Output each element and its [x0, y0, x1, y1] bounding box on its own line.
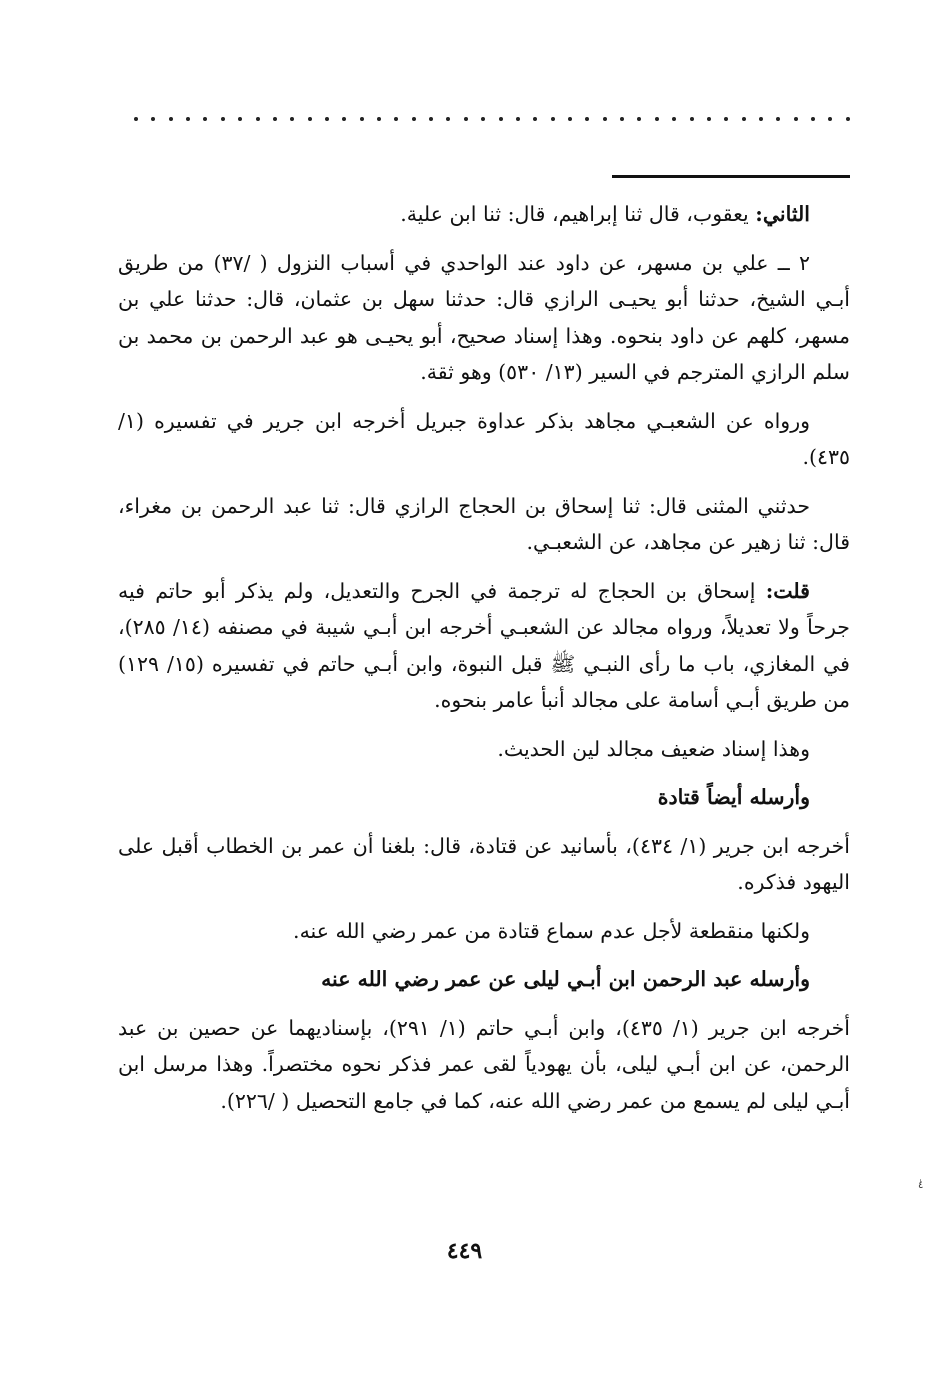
border-dot [724, 117, 728, 121]
border-dot [169, 117, 173, 121]
border-dot [429, 117, 433, 121]
border-dot [134, 117, 138, 121]
paragraph-6: وهذا إسناد ضعيف مجالد لين الحديث. [497, 736, 810, 761]
border-dot [568, 117, 572, 121]
paragraph-text: يعقوب، قال ثنا إبراهيم، قال: ثنا ابن علية. [400, 202, 756, 226]
border-dot [290, 117, 294, 121]
paragraph-9: أخرجه ابن جرير (١/ ٤٣٥)، وابن أبـي حاتم (١/ ٢٩١)، بإسناديهما عن حصين بن عبد الرحمن، عن ابن أبـي ليلى، بأن يهودياً لقى عمر فذكر نحوه مختصراً. وهذا مرسل ابن أبـي ليلى لم يسمع من عمر رضي الله عنه، كما في جامع التحصيل ( /٢٢٦). [118, 1015, 850, 1113]
border-dot [672, 117, 676, 121]
border-dot [186, 117, 190, 121]
border-dot [637, 117, 641, 121]
paragraph-3: ورواه عن الشعبـي مجاهد بذكر عداوة جبريل أخرجه ابن جرير في تفسيره (١/ ٤٣٥). [118, 408, 850, 469]
margin-mark: ٰ٤ [918, 1180, 924, 1191]
border-dot [203, 117, 207, 121]
border-dot [377, 117, 381, 121]
border-dot [811, 117, 815, 121]
border-dot [551, 117, 555, 121]
section-heading-ibn-abi-layla: وأرسله عبد الرحمن ابن أبـي ليلى عن عمر رضي الله عنه [321, 967, 810, 991]
border-dot [308, 117, 312, 121]
border-dot [690, 117, 694, 121]
border-dot [585, 117, 589, 121]
border-dot [620, 117, 624, 121]
paragraph-lead: قلت: [765, 578, 810, 603]
footnote-separator-rule [612, 175, 850, 178]
border-dot [794, 117, 798, 121]
paragraph-1 [118, 196, 850, 233]
paragraph-4: حدثني المثنى قال: ثنا إسحاق بن الحجاج الرازي قال: ثنا عبد الرحمن بن مغراء، قال: ثنا زهير عن مجاهد، عن الشعبـي. [118, 493, 850, 554]
border-dot [516, 117, 520, 121]
border-dot [221, 117, 225, 121]
border-dot [238, 117, 242, 121]
border-dot [464, 117, 468, 121]
paragraph-5 [118, 573, 850, 719]
paragraph-8: ولكنها منقطعة لأجل عدم سماع قتادة من عمر رضي الله عنه. [293, 918, 810, 943]
border-dot [325, 117, 329, 121]
border-dot [342, 117, 346, 121]
border-dot [759, 117, 763, 121]
section-heading-qatada: وأرسله أيضاً قتادة [657, 785, 810, 809]
border-dot [603, 117, 607, 121]
border-dot [412, 117, 416, 121]
page-number: ٤٤٩ [446, 1238, 483, 1264]
border-dot [707, 117, 711, 121]
paragraph-lead: الثاني: [755, 202, 810, 226]
paragraph-7: أخرجه ابن جرير (١/ ٤٣٤)، بأسانيد عن قتادة، قال: بلغنا أن عمر بن الخطاب أقبل على اليهود فذكره. [118, 833, 850, 894]
border-dot [273, 117, 277, 121]
border-dot [828, 117, 832, 121]
border-dot [394, 117, 398, 121]
border-dot [776, 117, 780, 121]
border-dot [151, 117, 155, 121]
border-dot [846, 117, 850, 121]
border-dot [499, 117, 503, 121]
border-dot [533, 117, 537, 121]
paragraph-text: إسحاق بن الحجاج له ترجمة في الجرح والتعديل، ولم يذكر أبو حاتم فيه جرحاً ولا تعديلاً، ورواه مجالد عن الشعبـي أخرجه ابن أبـي شيبة في مصنفه (١٤/ ٢٨٥)، في المغازي، باب ما رأى النبـي ﷺ قبل النبوة، وابن أبـي حاتم في تفسيره (١٥/ ١٢٩) من طريق أبـي أسامة على مجالد أنبأ عامر بنحوه. [118, 578, 850, 712]
border-dot [360, 117, 364, 121]
border-dot [742, 117, 746, 121]
top-dotted-border [134, 112, 850, 126]
border-dot [481, 117, 485, 121]
border-dot [446, 117, 450, 121]
border-dot [655, 117, 659, 121]
paragraph-2: ٢ ــ علي بن مسهر، عن داود عند الواحدي في أسباب النزول ( /٣٧) من طريق أبـي الشيخ، حدثنا أبو يحيـى الرازي قال: حدثنا سهل بن عثمان، قال: حدثنا علي بن مسهر، كلهم عن داود بنحوه. وهذا إسناد صحيح، أبو يحيـى هو عبد الرحمن بن محمد بن سلم الرازي المترجم في السير (١٣/ ٥٣٠) وهو ثقة. [118, 250, 850, 384]
border-dot [256, 117, 260, 121]
page-body [118, 196, 850, 1131]
